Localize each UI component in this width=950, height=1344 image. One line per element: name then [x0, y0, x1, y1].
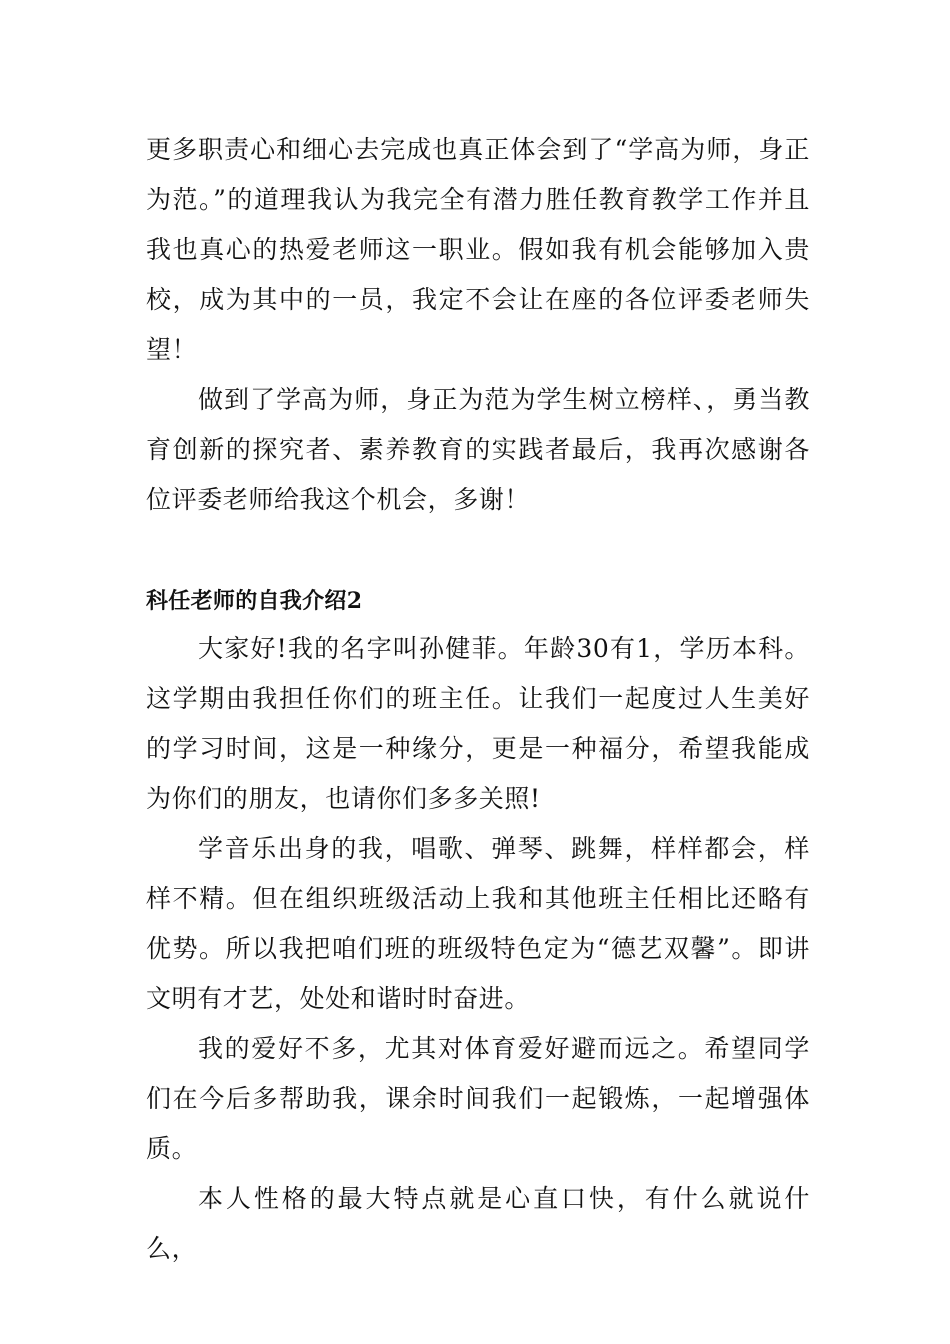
paragraph-hobbies: 我的爱好不多，尤其对体育爱好避而远之。希望同学们在今后多帮助我，课余时间我们一起锻炼，一起增强体质。: [146, 1034, 810, 1163]
paragraph-personality: 本人性格的最大特点就是心直口快，有什么就说什么，: [146, 1184, 810, 1263]
paragraph-greeting: 大家好!我的名字叫孙健菲。年龄30有1，学历本科。这学期由我担任你们的班主任。让我们一起度过人生美好的学习时间，这是一种缘分，更是一种福分，希望我能成为你们的朋友，也请你们多多关照!: [146, 634, 810, 813]
paragraph-background: 学音乐出身的我，唱歌、弹琴、跳舞，样样都会，样样不精。但在组织班级活动上我和其他班主任相比还略有优势。所以我把咱们班的班级特色定为“德艺双馨”。即讲文明有才艺，处处和谐时时奋进。: [146, 834, 810, 1013]
section-spacer: [146, 525, 810, 578]
paragraph-continuation: 更多职责心和细心去完成也真正体会到了“学高为师，身正为范。”的道理我认为我完全有潜力胜任教育教学工作并且我也真心的热爱老师这一职业。假如我有机会能够加入贵校，成为其中的一员，我定不会让在座的各位评委老师失望！: [146, 135, 810, 364]
section-title: 科任老师的自我介绍2: [146, 588, 363, 614]
paragraph-closing: 做到了学高为师，身正为范为学生树立榜样、，勇当教育创新的探究者、素养教育的实践者最后，我再次感谢各位评委老师给我这个机会，多谢！: [146, 385, 810, 514]
document-page: [146, 125, 810, 1274]
